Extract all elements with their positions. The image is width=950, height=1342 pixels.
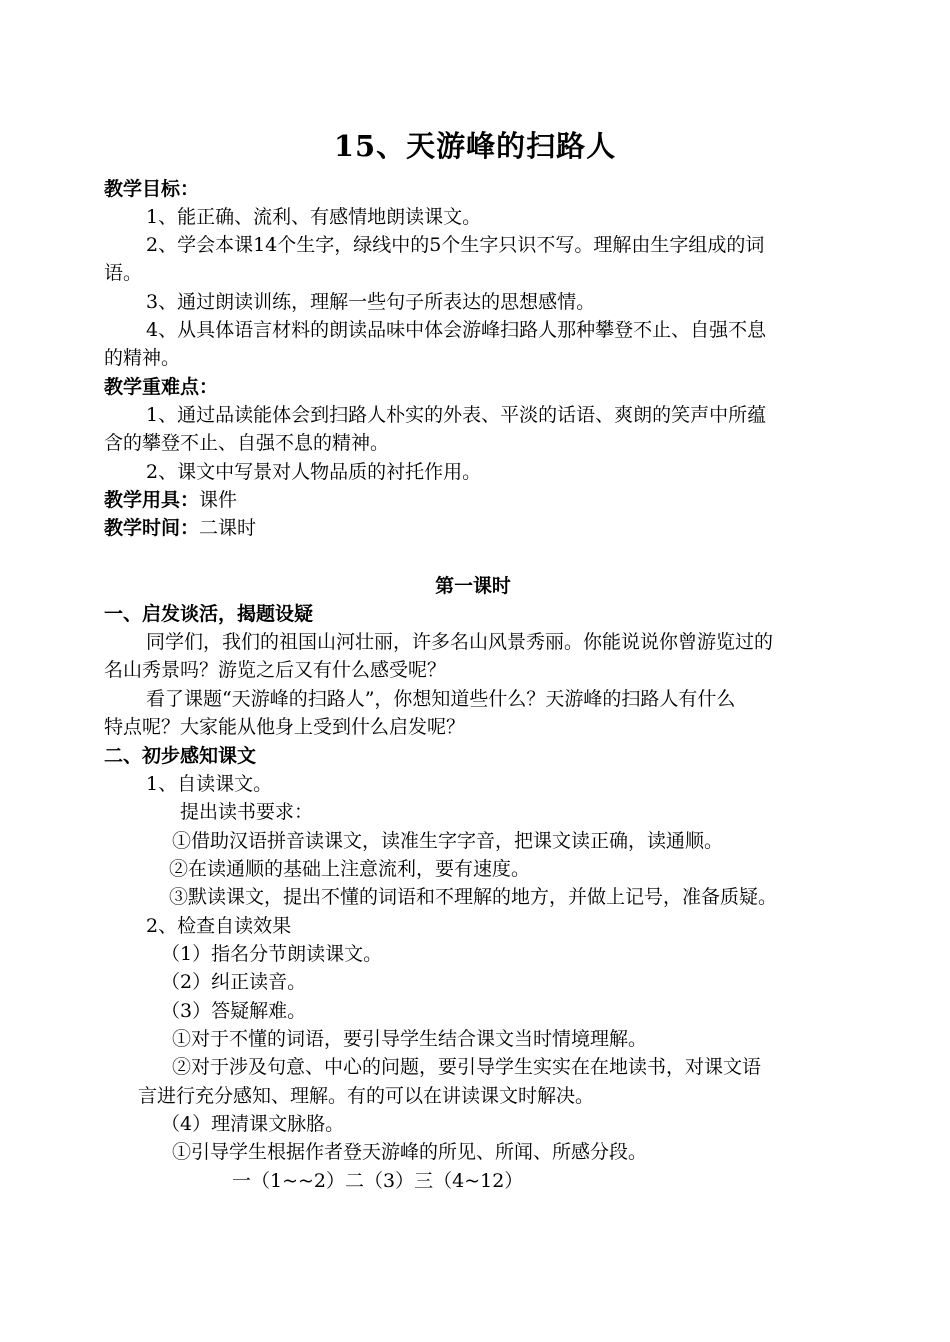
goal-line: 的精神。 <box>104 347 181 369</box>
section2-line: （2）纠正读音。 <box>161 971 307 993</box>
section1-line: 特点呢？大家能从他身上受到什么启发呢？ <box>104 716 466 738</box>
lesson-title: 第一课时 <box>435 575 511 597</box>
section2-line: （4）理清课文脉胳。 <box>161 1113 345 1135</box>
section2-line: 一（1~~2）二（3）三（4~12） <box>232 1170 524 1192</box>
tools-label: 教学用具： <box>104 489 200 511</box>
section2-heading: 二、初步感知课文 <box>104 745 257 767</box>
goal-line: 1、能正确、流利、有感情地朗读课文。 <box>146 206 482 228</box>
time-line <box>104 514 256 542</box>
time-label: 教学时间： <box>104 517 200 539</box>
section2-line: （1）指名分节朗读课文。 <box>161 943 383 965</box>
section2-line: ②在读通顺的基础上注意流利，要有速度。 <box>169 858 531 880</box>
goal-line: 语。 <box>104 262 143 284</box>
section2-line: 言进行充分感知、理解。有的可以在讲读课文时解决。 <box>138 1085 595 1107</box>
section2-line: ①引导学生根据作者登天游峰的所见、所闻、所感分段。 <box>172 1141 648 1163</box>
section1-line: 名山秀景吗？游览之后又有什么感受呢？ <box>104 659 447 681</box>
tools-value: 课件 <box>199 489 238 511</box>
section2-line: （3）答疑解难。 <box>161 1000 307 1022</box>
key-point-line: 含的攀登不止、自强不息的精神。 <box>104 432 390 454</box>
section2-line: ①对于不懂的词语，要引导学生结合课文当时情境理解。 <box>172 1028 648 1050</box>
section1-line: 看了课题“天游峰的扫路人”，你想知道些什么？天游峰的扫路人有什么 <box>146 688 736 710</box>
page-title: 15、天游峰的扫路人 <box>333 129 617 163</box>
section2-line: 提出读书要求： <box>180 801 314 823</box>
section2-line: 1、自读课文。 <box>146 773 273 795</box>
section1-heading: 一、启发谈活，揭题设疑 <box>104 603 314 625</box>
key-point-line: 1、通过品读能体会到扫路人朴实的外表、平淡的话语、爽朗的笑声中所蕴 <box>146 404 767 426</box>
section1-line: 同学们，我们的祖国山河壮丽，许多名山风景秀丽。你能说说你曾游览过的 <box>146 631 774 653</box>
key-point-line: 2、课文中写景对人物品质的衬托作用。 <box>146 461 482 483</box>
section2-line: ①借助汉语拼音读课文，读准生字字音，把课文读正确，读通顺。 <box>172 830 724 852</box>
section2-line: ②对于涉及句意、中心的问题，要引导学生实实在在地读书，对课文语 <box>172 1056 762 1078</box>
section2-line: ③默读课文，提出不懂的词语和不理解的地方，并做上记号，准备质疑。 <box>169 886 778 908</box>
goal-line: 4、从具体语言材料的朗读品味中体会游峰扫路人那种攀登不止、自强不息 <box>146 319 767 341</box>
goal-line: 2、学会本课14个生字，绿线中的5个生字只识不写。理解由生字组成的词 <box>146 234 765 256</box>
goals-heading: 教学目标： <box>104 178 200 200</box>
time-value: 二课时 <box>199 517 257 539</box>
tools-line <box>104 486 237 514</box>
goal-line: 3、通过朗读训练，理解一些句子所表达的思想感情。 <box>146 291 596 313</box>
key-points-heading: 教学重难点： <box>104 376 219 398</box>
section2-line: 2、检查自读效果 <box>146 915 292 937</box>
